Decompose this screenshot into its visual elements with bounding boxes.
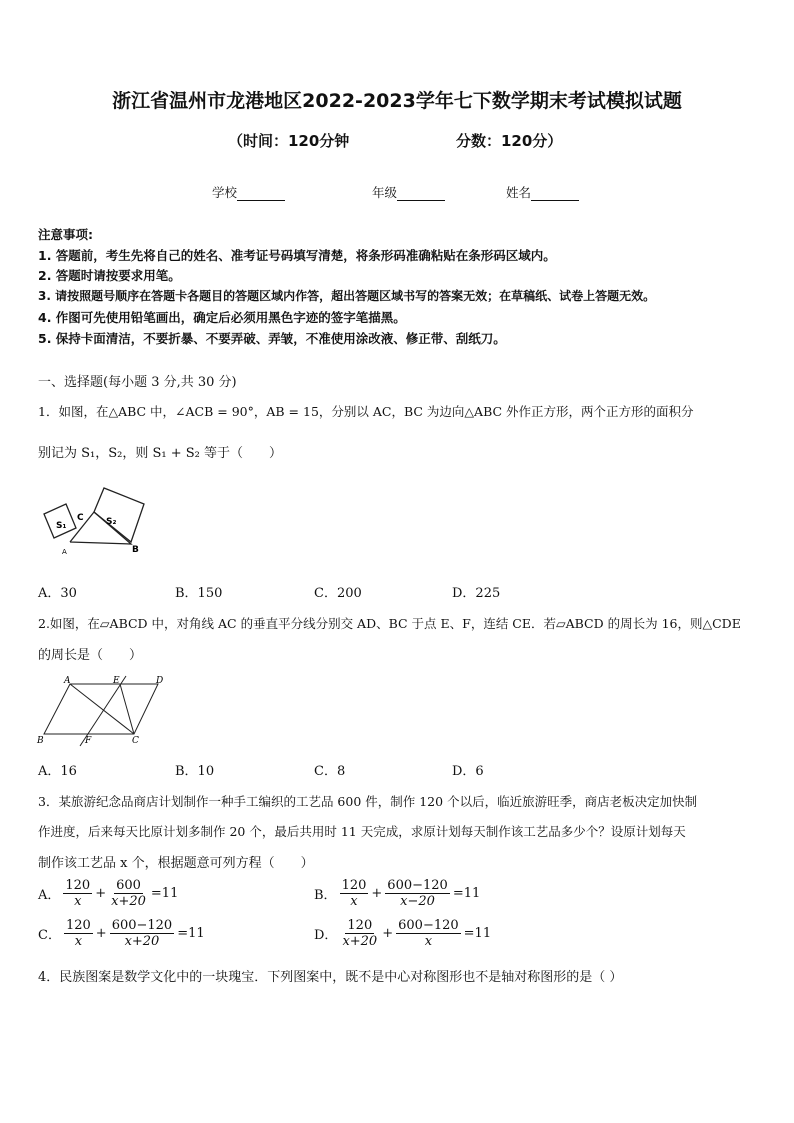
q3-text-2: 作进度，后来每天比原计划多制作 20 个，最后共用时 11 天完成，求原计划每天制作该工艺品多少个？设原计划每天 [38,824,686,839]
fig-label-s1: S₁ [56,521,67,531]
school-label: 学校 [212,185,238,200]
fig-label-c: C [77,513,84,523]
option-letter: C． [38,928,61,943]
page-title: 浙江省温州市龙港地区2022-2023学年七下数学期末考试模拟试题 [112,90,682,112]
school-field[interactable] [212,183,285,201]
fig-label-f: F [85,736,92,746]
fraction: $\frac{120}{x}$ [65,918,91,949]
grade-field[interactable] [372,183,445,201]
fraction: $\frac{600}{x+20}$ [111,878,146,909]
q1-text-2: 别记为 S₁，S₂，则 S₁ + S₂ 等于（ ） [38,446,283,461]
fraction: $\frac{600-120}{x-20}$ [387,878,448,909]
fraction: $\frac{120}{x+20}$ [342,918,378,949]
option-letter: A． [38,888,61,903]
notice-item: 2. 答题时请按要求用笔。 [38,268,181,283]
q1-option-d[interactable]: D．225 [452,586,501,601]
q2-figure [34,672,174,748]
fig-label-a: A [62,548,67,556]
q4-text-1: 4．民族图案是数学文化中的一块瑰宝．下列图案中，既不是中心对称图形也不是轴对称图形的是（ ） [38,970,623,985]
notice-heading: 注意事项: [38,227,93,242]
fraction: $\frac{600-120}{x+20}$ [111,918,173,949]
option-letter: B． [314,888,337,903]
q2-option-d[interactable]: D．6 [452,764,484,779]
exam-time: （时间：120分钟 [228,132,350,150]
fig-label-e: E [113,676,120,686]
fig-label-b: B [37,736,44,746]
notice-item: 3. 请按照题号顺序在答题卡各题目的答题区域内作答，超出答题区域书写的答案无效；在草稿纸、试卷上答题无效。 [38,289,656,303]
q3-option-a[interactable]: A． $\frac{120}{x}$ + $\frac{600}{x+20}$ =11 [38,878,179,909]
notice-item: 4. 作图可先使用铅笔画出，确定后必须用黑色字迹的签字笔描黑。 [38,310,406,325]
q2-text-1: 2.如图，在▱ABCD 中，对角线 AC 的垂直平分线分别交 AD、BC 于点 E、F，连结 CE．若▱ABCD 的周长为 16，则△CDE [38,616,741,631]
q2-option-a[interactable]: A．16 [38,764,77,779]
fig-label-b: B [132,545,139,555]
option-letter: D． [314,928,338,943]
q1-option-a[interactable]: A．30 [38,586,77,601]
q1-option-b[interactable]: B．150 [175,586,223,601]
grade-label: 年级 [372,185,398,200]
fraction: $\frac{120}{x}$ [341,878,367,909]
q1-text-1: 1．如图，在△ABC 中，∠ACB = 90°，AB = 15，分别以 AC，BC 为边向△ABC 外作正方形，两个正方形的面积分 [38,404,694,419]
fig-label-s2: S₂ [106,517,117,527]
q2-option-b[interactable]: B．10 [175,764,215,779]
q3-option-d[interactable]: D． $\frac{120}{x+20}$ + $\frac{600-120}{x}$ =11 [314,918,492,949]
q3-text-3: 制作该工艺品 x 个，根据题意可列方程（ ） [38,856,314,871]
q3-option-c[interactable]: C． $\frac{120}{x}$ + $\frac{600-120}{x+20}$ =11 [38,918,205,949]
fig-label-a: A [64,676,71,686]
section-heading: 一、选择题(每小题 3 分,共 30 分) [38,375,237,390]
q3-option-b[interactable]: B． $\frac{120}{x}$ + $\frac{600-120}{x-20}$ =11 [314,878,481,909]
q3-text-1: 3．某旅游纪念品商店计划制作一种手工编织的工艺品 600 件，制作 120 个以后，临近旅游旺季，商店老板决定加快制 [38,794,698,809]
q2-option-c[interactable]: C．8 [314,764,346,779]
fig-label-c: C [132,736,139,746]
fig-label-d: D [156,676,164,686]
notice-item: 1. 答题前，考生先将自己的姓名、准考证号码填写清楚，将条形码准确粘贴在条形码区域内。 [38,248,556,263]
fraction: $\frac{120}{x}$ [65,878,91,909]
fraction: $\frac{600-120}{x}$ [398,918,459,949]
q1-option-c[interactable]: C．200 [314,586,362,601]
name-label: 姓名 [506,185,532,200]
name-field[interactable] [506,183,579,201]
q1-figure [36,484,156,564]
q2-text-2: 的周长是（ ） [38,648,143,663]
notice-item: 5. 保持卡面清洁，不要折暴、不要弄破、弄皱，不准使用涂改液、修正带、刮纸刀。 [38,331,506,346]
exam-score: 分数：120分） [456,132,563,150]
